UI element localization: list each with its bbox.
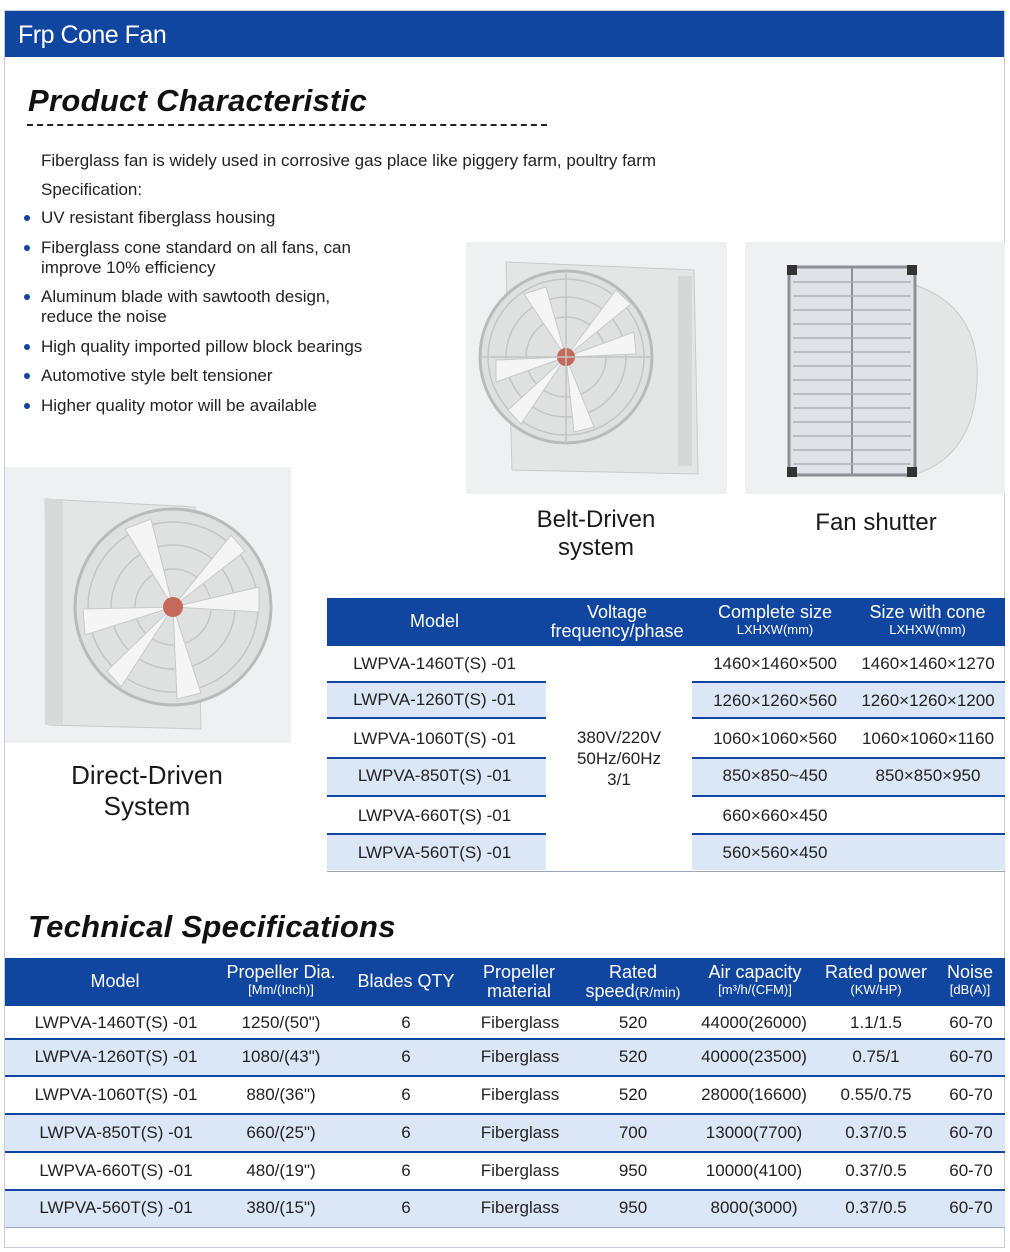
model-cell: LWPVA-1460T(S) -01: [353, 654, 516, 673]
noise-cell: 60-70: [949, 1013, 993, 1032]
dashed-divider: [27, 124, 547, 126]
column-header: Complete size LXHXW(mm): [717, 602, 833, 637]
model-table-header: [327, 598, 1005, 646]
cone-size-cell: 850×850×950: [875, 766, 981, 785]
model-cell: LWPVA-1060T(S) -01: [353, 729, 516, 748]
row-divider: [692, 833, 1005, 835]
bullet-icon: [24, 245, 30, 251]
fan-shutter-caption: Fan shutter: [815, 509, 937, 536]
blades-cell: 6: [401, 1013, 411, 1032]
table-bottom-line: [327, 871, 1005, 872]
column-header: Rated speed(R/min): [585, 962, 681, 1001]
row-divider: [327, 757, 546, 759]
column-header: Model: [90, 971, 140, 991]
noise-cell: 60-70: [949, 1123, 993, 1142]
model-cell: LWPVA-1460T(S) -01: [34, 1013, 198, 1032]
bullet-icon: [24, 403, 30, 409]
speed-cell: 950: [618, 1198, 648, 1217]
specification-label: Specification:: [41, 180, 143, 199]
row-divider: [692, 795, 1005, 797]
column-header: Blades QTY: [357, 971, 455, 991]
fan-shutter-image: [745, 242, 1005, 494]
diameter-cell: 660/(25"): [246, 1123, 316, 1142]
shutter-illustration: [745, 242, 1005, 494]
model-cell: LWPVA-1260T(S) -01: [34, 1047, 198, 1066]
air-capacity-cell: 40000(23500): [701, 1047, 807, 1066]
diameter-cell: 380/(15"): [246, 1198, 316, 1217]
speed-cell: 520: [618, 1013, 648, 1032]
power-cell: 0.37/0.5: [845, 1123, 907, 1142]
blades-cell: 6: [401, 1198, 411, 1217]
row-divider: [692, 717, 1005, 719]
material-cell: Fiberglass: [480, 1047, 560, 1066]
page-title: Frp Cone Fan: [18, 21, 167, 49]
power-cell: 0.37/0.5: [845, 1198, 907, 1217]
list-item: Fiberglass cone standard on all fans, can improve 10% efficiency: [24, 238, 381, 278]
direct-fan-illustration: [5, 467, 291, 743]
blades-cell: 6: [401, 1047, 411, 1066]
cone-size-cell: 1060×1060×1160: [861, 729, 995, 748]
size-cell: 560×560×450: [722, 843, 828, 862]
size-cell: 1460×1460×500: [713, 654, 837, 673]
noise-cell: 60-70: [949, 1085, 993, 1104]
direct-driven-caption: Direct-Driven System: [71, 760, 223, 821]
model-cell: LWPVA-1060T(S) -01: [34, 1085, 198, 1104]
air-capacity-cell: 44000(26000): [701, 1013, 807, 1032]
row-divider: [5, 1038, 1005, 1040]
model-cell: LWPVA-850T(S) -01: [357, 766, 512, 785]
model-cell: LWPVA-850T(S) -01: [39, 1123, 193, 1142]
intro-text: Fiberglass fan is widely used in corrosive gas place like piggery farm, poultry farm: [41, 151, 657, 170]
material-cell: Fiberglass: [480, 1198, 560, 1217]
material-cell: Fiberglass: [480, 1085, 560, 1104]
speed-cell: 950: [618, 1161, 648, 1180]
material-cell: Fiberglass: [480, 1013, 560, 1032]
air-capacity-cell: 13000(7700): [705, 1123, 803, 1142]
bullet-icon: [24, 373, 30, 379]
speed-cell: 700: [618, 1123, 648, 1142]
voltage-cell: 380V/220V 50Hz/60Hz 3/1: [576, 728, 662, 789]
tech-spec-heading: Technical Specifications: [28, 909, 396, 944]
row-divider: [692, 681, 1005, 683]
bullet-icon: [24, 344, 30, 350]
row-divider: [5, 1113, 1005, 1115]
cone-size-cell: 1260×1260×1200: [861, 691, 995, 710]
model-cell: LWPVA-660T(S) -01: [357, 806, 512, 825]
noise-cell: 60-70: [949, 1198, 993, 1217]
belt-driven-caption: Belt-Driven system: [536, 506, 656, 561]
air-capacity-cell: 28000(16600): [701, 1085, 807, 1104]
column-header: Size with cone LXHXW(mm): [869, 602, 986, 637]
diameter-cell: 1250/(50"): [241, 1013, 321, 1032]
list-item: UV resistant fiberglass housing: [24, 208, 421, 228]
model-cell: LWPVA-560T(S) -01: [39, 1198, 193, 1217]
size-cell: 850×850~450: [722, 766, 828, 785]
diameter-cell: 880/(36"): [246, 1085, 316, 1104]
row-divider: [692, 757, 1005, 759]
row-divider: [5, 1075, 1005, 1077]
model-cell: LWPVA-560T(S) -01: [357, 843, 512, 862]
bullet-icon: [24, 294, 30, 300]
air-capacity-cell: 8000(3000): [710, 1198, 798, 1217]
diameter-cell: 1080/(43"): [241, 1047, 321, 1066]
list-item: High quality imported pillow block bearings: [24, 337, 421, 357]
blades-cell: 6: [401, 1085, 411, 1104]
size-cell: 1060×1060×560: [713, 729, 837, 748]
list-item: Automotive style belt tensioner: [24, 366, 421, 386]
row-divider: [5, 1189, 1005, 1191]
row-divider: [5, 1151, 1005, 1153]
blades-cell: 6: [401, 1161, 411, 1180]
list-item: Aluminum blade with sawtooth design, reduce the noise: [24, 287, 361, 327]
column-header: Voltage frequency/phase: [550, 602, 684, 641]
air-capacity-cell: 10000(4100): [705, 1161, 803, 1180]
model-cell: LWPVA-1260T(S) -01: [353, 690, 516, 709]
model-cell: LWPVA-660T(S) -01: [39, 1161, 193, 1180]
column-header: Noise [dB(A)]: [946, 962, 994, 997]
column-header: Model: [409, 611, 460, 631]
column-header: Air capacity [m³/h/(CFM)]: [708, 962, 802, 997]
row-divider: [327, 795, 546, 797]
power-cell: 1.1/1.5: [850, 1013, 902, 1032]
direct-driven-fan-image: [5, 467, 291, 743]
blades-cell: 6: [401, 1123, 411, 1142]
material-cell: Fiberglass: [480, 1123, 560, 1142]
bullet-icon: [24, 215, 30, 221]
noise-cell: 60-70: [949, 1161, 993, 1180]
column-header: Rated power (KW/HP): [824, 962, 928, 997]
speed-cell: 520: [618, 1085, 648, 1104]
header-bar: [5, 11, 1004, 57]
column-header: Propeller material: [482, 962, 556, 1001]
power-cell: 0.75/1: [852, 1047, 900, 1066]
column-header: Propeller Dia. [Mm/(Inch)]: [226, 962, 336, 997]
cone-size-cell: 1460×1460×1270: [861, 654, 995, 673]
spec-table-header: [5, 958, 1005, 1006]
table-bottom-line: [5, 1227, 1005, 1228]
feature-list: [24, 208, 421, 425]
material-cell: Fiberglass: [480, 1161, 560, 1180]
row-divider: [327, 681, 546, 683]
characteristic-heading: Product Characteristic: [28, 83, 368, 118]
belt-driven-fan-image: [466, 242, 727, 494]
power-cell: 0.55/0.75: [840, 1085, 912, 1104]
diameter-cell: 480/(19"): [246, 1161, 316, 1180]
belt-fan-illustration: [466, 242, 727, 494]
row-divider: [327, 717, 546, 719]
speed-cell: 520: [618, 1047, 648, 1066]
row-divider: [327, 833, 546, 835]
list-item: Higher quality motor will be available: [24, 396, 421, 416]
noise-cell: 60-70: [949, 1047, 993, 1066]
power-cell: 0.37/0.5: [845, 1161, 907, 1180]
size-cell: 660×660×450: [722, 806, 828, 825]
size-cell: 1260×1260×560: [713, 691, 837, 710]
